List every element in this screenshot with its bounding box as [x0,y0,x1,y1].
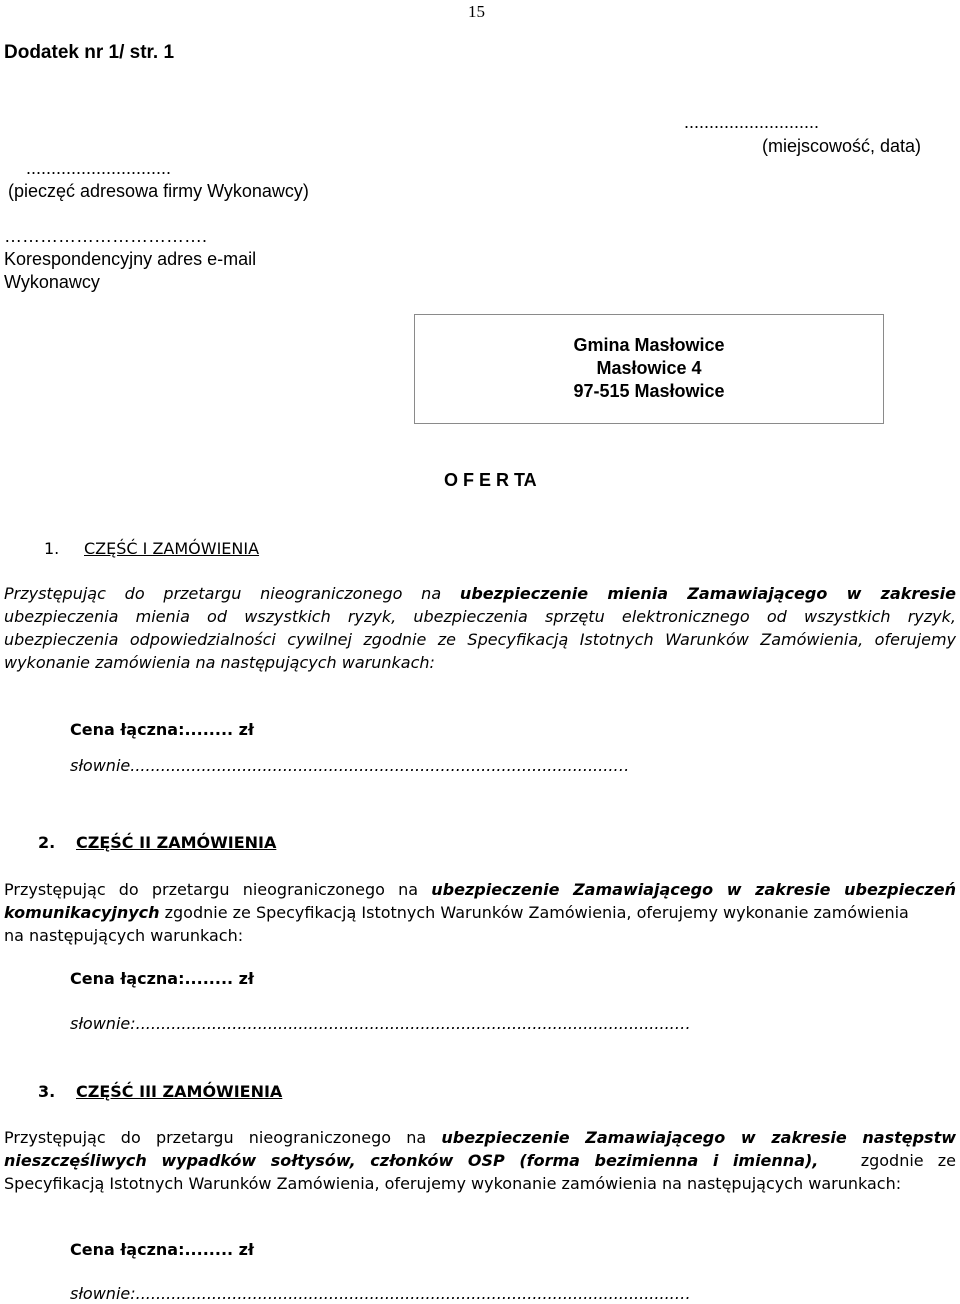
price-label: Cena łączna: [70,1240,185,1259]
email-label: Korespondencyjny adres e-mail [4,249,257,269]
words-dots: ...............................................................................................… [130,756,630,775]
part3-price [70,1240,254,1259]
addressee-street: Masłowice 4 [596,358,702,378]
part2-price [70,969,254,988]
words-label: słownie: [70,1014,136,1033]
part3-heading: CZĘŚĆ III ZAMÓWIENIA [76,1082,283,1101]
price-label: Cena łączna: [70,720,185,739]
price-dots: ........ [184,720,234,739]
price-label: Cena łączna: [70,969,185,988]
stamp-dots: ............................. [26,158,172,178]
part1-text-line-2: ubezpieczenia mienia od wszystkich ryzyk, ubezpieczenia sprzętu elektronicznego od wszystkich ryzyk, [4,607,956,626]
part2-number: 2. [38,833,56,852]
price-dots: ........ [184,969,234,988]
part1-price [70,720,254,739]
part1-text-line-3: ubezpieczenia odpowiedzialności cywilnej zgodnie ze Specyfikacją Istotnych Warunków Zamówienia, oferujemy [4,630,956,649]
stamp-label: (pieczęć adresowa firmy Wykonawcy) [8,181,309,201]
email-dots: ……………………………. [4,226,208,246]
part1-text-line-1: Przystępując do przetargu nieograniczonego na ubezpieczenie mienia Zamawiającego w zakresie [4,584,956,603]
part3-text-line-1: Przystępując do przetargu nieograniczonego na ubezpieczenie Zamawiającego w zakresie następstw [4,1128,956,1147]
part2-heading: CZĘŚĆ II ZAMÓWIENIA [76,833,277,852]
currency: zł [238,969,254,988]
words-label: słownie [70,756,131,775]
currency: zł [238,720,254,739]
part1-heading: CZĘŚĆ I ZAMÓWIENIA [84,539,260,558]
place-date-dots: ........................... [684,112,820,132]
currency: zł [238,1240,254,1259]
addressee-city: 97-515 Masłowice [573,381,725,401]
email-label-2: Wykonawcy [4,272,100,292]
part3-text-line-3: Specyfikacją Istotnych Warunków Zamówienia, oferujemy wykonanie zamówienia na następujących warunkach: [4,1174,902,1193]
part3-number: 3. [38,1082,56,1101]
part2-text-line-2: komunikacyjnych zgodnie ze Specyfikacją Istotnych Warunków Zamówienia, oferujemy wykonanie zamówienia [4,903,909,922]
offer-title: O F E R TA [444,470,537,490]
addressee-box [414,314,884,424]
words-label: słownie: [70,1284,136,1303]
page-number: 15 [468,2,485,21]
part3-words [70,1284,691,1303]
part2-text-line-3: na następujących warunkach: [4,926,244,945]
addressee-name: Gmina Masłowice [573,335,725,355]
price-dots: ........ [184,1240,234,1259]
place-date-label: (miejscowość, data) [762,136,922,156]
part3-text-line-2: nieszczęśliwych wypadków sołtysów, członków OSP (forma bezimienna i imienna), zgodnie ze [4,1151,956,1170]
words-dots: ..........................................................................................................… [135,1014,691,1033]
part2-text-line-1: Przystępując do przetargu nieograniczonego na ubezpieczenie Zamawiającego w zakresie ubezpieczeń [4,880,956,899]
part1-words [70,756,629,775]
annex-title: Dodatek nr 1/ str. 1 [4,42,175,63]
part1-text-line-4: wykonanie zamówienia na następujących warunkach: [4,653,435,672]
words-dots: ..........................................................................................................… [135,1284,691,1303]
part2-words [70,1014,691,1033]
part1-number: 1. [44,539,60,558]
